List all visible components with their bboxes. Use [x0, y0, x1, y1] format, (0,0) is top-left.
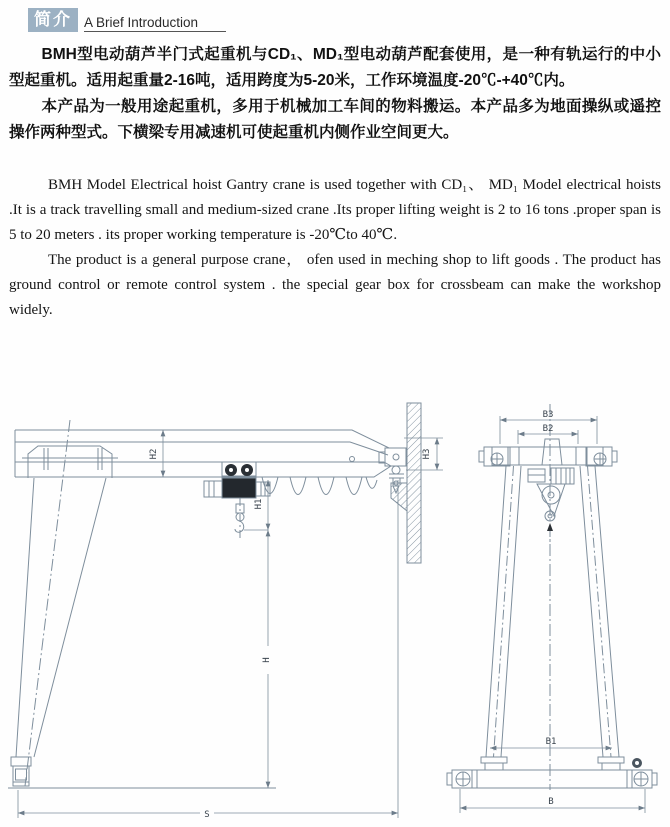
dim-label-h1: H1	[254, 498, 264, 510]
end-truck-right	[586, 447, 612, 466]
intro-paragraph-zh-2: 本产品为一般用途起重机，多用于机械加工车间的物料搬运。本产品多为地面操纵或遥控操作两种型式。下横梁专用减速机可使起重机内侧作业空间更大。	[9, 98, 661, 141]
technical-drawings	[0, 390, 670, 827]
hoist-body	[222, 478, 256, 498]
dim-label-h2: H2	[149, 448, 159, 460]
intro-paragraph-en-1: BMH Model Electrical hoist Gantry crane is used together with CD₁、 MD₁ Model electrical hoists .It is a track travelling small and medium-sized crane .Its proper lifting weight is 2 to 16 tons .proper span is 5 to 20 meters . its proper working temperature is -20℃to 40℃.	[9, 177, 661, 243]
end-view-dimensions	[460, 416, 645, 813]
rope-pulley	[542, 486, 560, 504]
side-view-drawing	[8, 403, 443, 820]
section-header	[28, 6, 226, 32]
girder-cross-section	[542, 439, 562, 465]
lower-crossbeam	[447, 758, 657, 788]
intro-paragraph-en-2: The product is a general purpose crane， ofen used in meching shop to lift goods . The product has ground control or remote control system . the special gear box for crossbeam can make the workshop widely.	[9, 252, 661, 318]
dim-label-h3: H3	[422, 448, 432, 460]
hook	[235, 521, 244, 532]
wall-hatching	[407, 403, 421, 563]
end-view-drawing	[447, 404, 657, 813]
rail-wheel	[392, 466, 400, 474]
festoon-cables	[262, 477, 377, 495]
english-intro	[9, 173, 661, 323]
dim-label-b2: B2	[542, 424, 554, 434]
dim-label-b1: B1	[545, 737, 557, 747]
rope-drum	[204, 481, 222, 497]
hoist-motor-end	[551, 468, 574, 484]
dim-label-b3: B3	[542, 410, 554, 420]
dim-label-b: B	[548, 797, 554, 807]
section-badge-cn: 简介	[28, 8, 78, 32]
side-view-dim-labels	[149, 449, 432, 820]
intro-paragraph-zh-1: BMH型电动葫芦半门式起重机与CD₁、MD₁型电动葫芦配套使用，是一种有轨运行的中小型起重机。适用起重量2-16吨，适用跨度为5-20米，工作环境温度-20℃-+40℃内。	[9, 46, 661, 89]
intro-text-block	[9, 42, 661, 323]
dim-label-s: S	[204, 810, 210, 820]
leg-foot-flange	[481, 757, 507, 763]
leg-centerline	[25, 420, 70, 786]
crane-drawing-svg	[0, 390, 670, 827]
leg-foot-flange	[598, 757, 624, 763]
main-girder	[15, 430, 391, 477]
left-leg	[8, 420, 276, 788]
dim-label-h: H	[262, 657, 272, 663]
chinese-intro	[9, 42, 661, 146]
hoist-end-view	[528, 468, 574, 542]
festoon-stop	[350, 457, 355, 462]
wall-section	[391, 403, 421, 563]
page-title: A Brief Introduction	[84, 15, 226, 32]
